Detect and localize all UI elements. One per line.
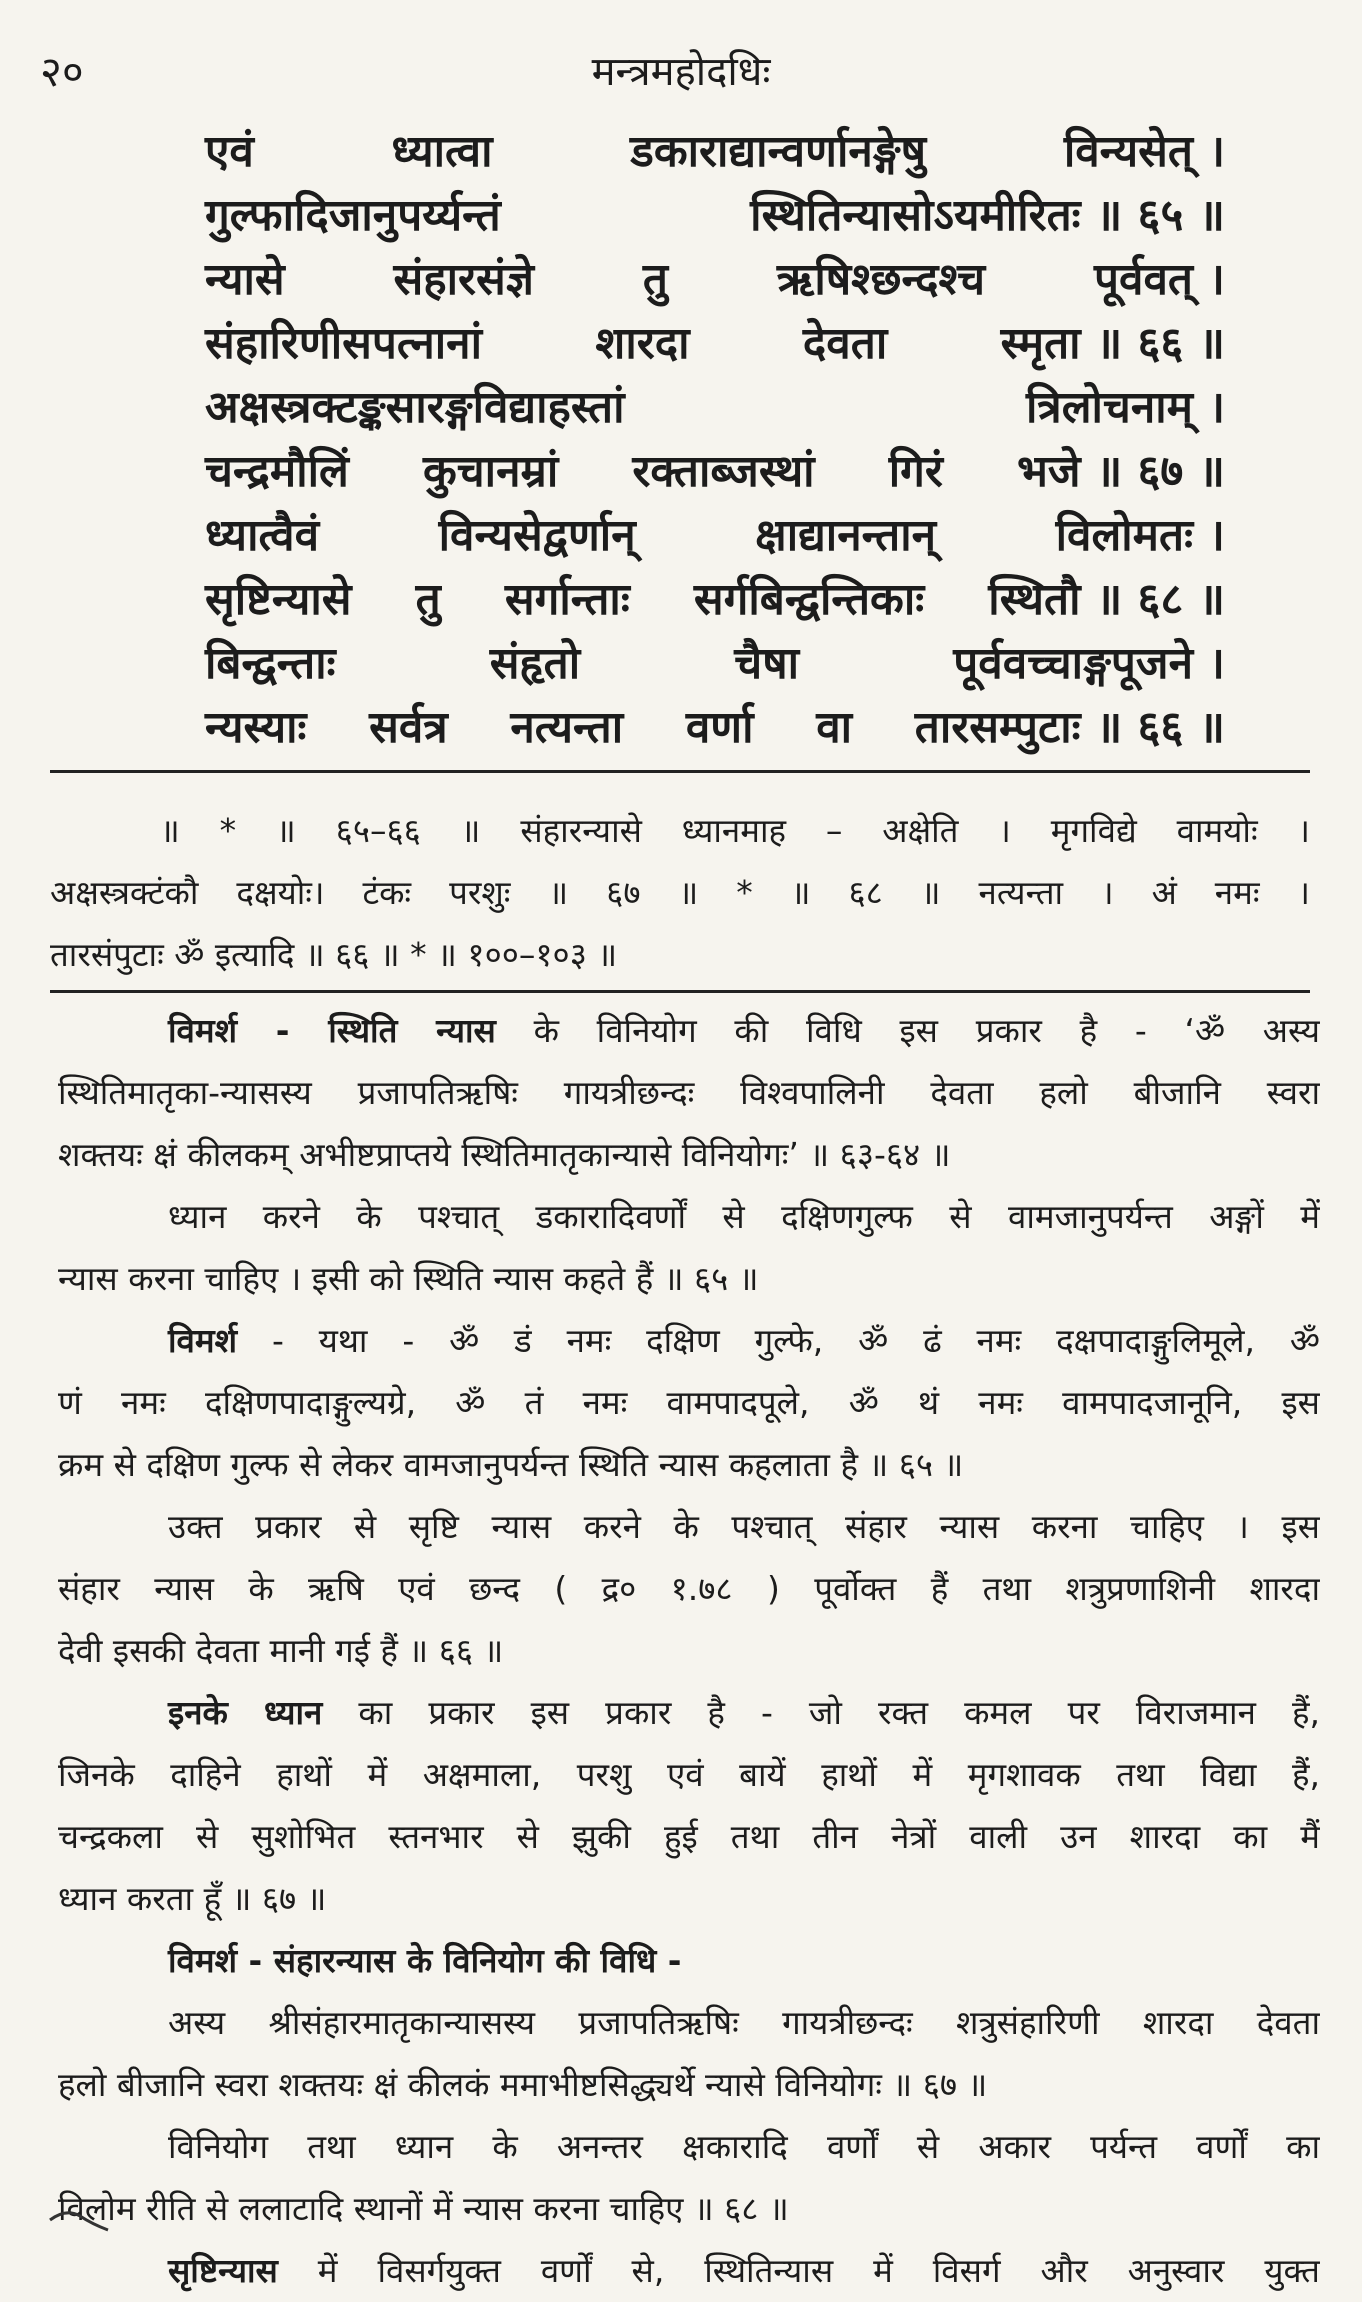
verse-word: न्यासे [205, 254, 285, 305]
sanskrit-commentary [50, 800, 1310, 986]
section-heading: विमर्श - संहारन्यास के विनियोग की विधि - [168, 1941, 682, 1980]
page-number: २० [40, 47, 84, 96]
verse-line [205, 248, 1225, 312]
paragraph-line: क्रम से दक्षिण गुल्फ से लेकर वामजानुपर्यन्त स्थिति न्यास कहलाता है ॥ ६५ ॥ [58, 1445, 964, 1484]
verse-word: तु [415, 574, 441, 625]
verse-word: स्थितौ ॥ ६८ ॥ [988, 574, 1225, 625]
verse-word: चन्द्रमौलिं [205, 446, 349, 497]
verse-word: पूर्ववत् । [1093, 254, 1225, 305]
verse-word: सर्गान्ताः [504, 574, 630, 625]
verse-word: रक्ताब्जस्थां [632, 446, 815, 497]
heading-vimarsha: विमर्श - स्थिति न्यास [168, 1011, 496, 1050]
heading-dhyana: ध्यान [263, 1693, 323, 1732]
verse-word: ऋषिश्छन्दश्च [776, 254, 986, 305]
verse-word: चैषा [734, 638, 800, 689]
verse-word: सर्वत्र [369, 702, 448, 753]
commentary-line: तारसंपुटाः ॐ इत्यादि ॥ ६६ ॥ * ॥ १००–१०३ ॥ [50, 935, 618, 974]
text: का प्रकार इस प्रकार है - जो रक्त कमल पर विराजमान हैं, [358, 1693, 1320, 1732]
verse-word: वर्णा [685, 702, 754, 753]
paragraph-line: विनियोग तथा ध्यान के अनन्तर क्षकारादि वर्णों से अकार पर्यन्त वर्णों का [168, 2127, 1320, 2166]
verse-word: अक्षस्त्रक्टङ्कसारङ्गविद्याहस्तां [205, 382, 625, 433]
verse-word: न्यस्याः [205, 702, 307, 753]
paragraph-line: णं नमः दक्षिणपादाङ्गुल्यग्रे, ॐ तं नमः वामपादपूले, ॐ थं नमः वामपादजानूनि, इस [58, 1383, 1320, 1422]
verse-line [205, 440, 1225, 504]
paragraph-line: जिनके दाहिने हाथों में अक्षमाला, परशु एवं बायें हाथों में मृगशावक तथा विद्या हैं, [58, 1755, 1320, 1794]
verse-line [205, 504, 1225, 568]
verse-word: एवं [205, 126, 254, 177]
verse-word: संहृतो [489, 638, 581, 689]
paragraph-line [58, 1000, 1320, 1062]
verse-word: संहारसंज्ञे [393, 254, 534, 305]
paragraph-line: चन्द्रकला से सुशोभित स्तनभार से झुकी हुई तथा तीन नेत्रों वाली उन शारदा का मैं [58, 1817, 1320, 1856]
paragraph-line: संहार न्यास के ऋषि एवं छन्द ( द्र० १.७८ ) पूर्वोक्त हैं तथा शत्रुप्रणाशिनी शारदा [58, 1569, 1320, 1608]
verse-word: स्थितिन्यासोऽयमीरितः ॥ ६५ ॥ [750, 190, 1225, 241]
verse-word: स्मृता ॥ ६६ ॥ [1000, 318, 1225, 369]
paragraph-line [58, 1310, 1320, 1372]
verse-word: सृष्टिन्यासे [205, 574, 352, 625]
paragraph-line: ध्यान करता हूँ ॥ ६७ ॥ [58, 1879, 327, 1918]
verse-line [205, 568, 1225, 632]
verse-word: त्रिलोचनाम् । [1026, 382, 1225, 433]
verse-word: पूर्ववच्चाङ्गपूजने । [953, 638, 1225, 689]
divider-top [50, 770, 1310, 773]
paragraph-line: न्यास करना चाहिए । इसी को स्थिति न्यास कहते हैं ॥ ६५ ॥ [58, 1259, 759, 1298]
verse-word: क्षाद्यानन्तान् [755, 510, 937, 561]
verse-word: गुल्फादिजानुपर्य्यन्तं [205, 190, 501, 241]
verse-word: ध्यात्वा [391, 126, 493, 177]
text: - यथा - ॐ डं नमः दक्षिण गुल्फे, ॐ ढं नमः दक्षपादाङ्गुलिमूले, ॐ [271, 1321, 1320, 1360]
text: के विनियोग की विधि इस प्रकार है - ‘ॐ अस्य [533, 1011, 1320, 1050]
verse-word: विन्यसेत् । [1063, 126, 1225, 177]
verse-word: नत्यन्ता [510, 702, 624, 753]
paragraph-line [58, 2240, 1320, 2302]
paragraph-line: अस्य श्रीसंहारमातृकान्यासस्य प्रजापतिऋषिः गायत्रीछन्दः शत्रुसंहारिणी शारदा देवता [168, 2003, 1320, 2042]
paragraph-line: ध्यान करने के पश्चात् डकारादिवर्णों से दक्षिणगुल्फ से वामजानुपर्यन्त अङ्गों में [168, 1197, 1320, 1236]
heading-vimarsha: विमर्श [168, 1321, 238, 1360]
verse-word: देवता [802, 318, 888, 369]
verse-line [205, 120, 1225, 184]
verse-word: बिन्द्वन्ताः [205, 638, 336, 689]
paragraph-line: स्थितिमातृका-न्यासस्य प्रजापतिऋषिः गायत्रीछन्दः विश्वपालिनी देवता हलो बीजानि स्वरा [58, 1073, 1320, 1112]
verse-block [205, 120, 1225, 760]
paragraph-line: विलोम रीति से ललाटादि स्थानों में न्यास करना चाहिए ॥ ६८ ॥ [58, 2189, 789, 2228]
verse-word: गिरं [888, 446, 943, 497]
paragraph-line: शक्तयः क्षं कीलकम् अभीष्टप्राप्तये स्थितिमातृकान्यासे विनियोगः’ ॥ ६३-६४ ॥ [58, 1135, 951, 1174]
verse-line [205, 184, 1225, 248]
text-lead: इनके [168, 1693, 228, 1732]
pencil-mark-icon [46, 2200, 116, 2240]
text: में विसर्गयुक्त वर्णों से, स्थितिन्यास में विसर्ग और अनुस्वार युक्त [317, 2251, 1320, 2290]
verse-word: विन्यसेद्वर्णान् [438, 510, 636, 561]
paragraph-line: उक्त प्रकार से सृष्टि न्यास करने के पश्चात् संहार न्यास करना चाहिए । इस [168, 1507, 1320, 1546]
verse-word: शारदा [595, 318, 690, 369]
commentary-line: अक्षस्त्रक्टंकौ दक्षयोः। टंकः परशुः ॥ ६७ ॥ * ॥ ६८ ॥ नत्यन्ता । अं नमः । [50, 873, 1310, 912]
verse-word: भजे ॥ ६७ ॥ [1016, 446, 1225, 497]
verse-word: विलोमतः । [1055, 510, 1225, 561]
verse-word: सर्गबिन्द्वन्तिकाः [693, 574, 925, 625]
paragraph-line: हलो बीजानि स्वरा शक्तयः क्षं कीलकं ममाभीष्टसिद्ध्यर्थे न्यासे विनियोगः ॥ ६७ ॥ [58, 2065, 988, 2104]
heading-srishti-nyasa: सृष्टिन्यास [168, 2251, 278, 2290]
paragraph-line: देवी इसकी देवता मानी गई हैं ॥ ६६ ॥ [58, 1631, 504, 1670]
verse-word: संहारिणीसपत्नानां [205, 318, 482, 369]
divider-bottom [50, 990, 1310, 993]
paragraph-line [58, 1682, 1320, 1744]
verse-word: तारसम्पुटाः ॥ ६६ ॥ [914, 702, 1225, 753]
commentary-line: ॥ * ॥ ६५–६६ ॥ संहारन्यासे ध्यानमाह – अक्षेति । मृगविद्ये वामयोः । [160, 811, 1310, 850]
verse-word: वा [816, 702, 853, 753]
verse-line [205, 696, 1225, 760]
verse-word: डकाराद्यान्वर्णानङ्गेषु [630, 126, 927, 177]
verse-word: कुचानम्रां [422, 446, 559, 497]
verse-line [205, 632, 1225, 696]
verse-word: तु [642, 254, 668, 305]
running-head: मन्त्रमहोदधिः [591, 49, 771, 95]
hindi-explanation [58, 1000, 1320, 2302]
verse-word: ध्यात्वैवं [205, 510, 320, 561]
verse-line [205, 312, 1225, 376]
verse-line [205, 376, 1225, 440]
